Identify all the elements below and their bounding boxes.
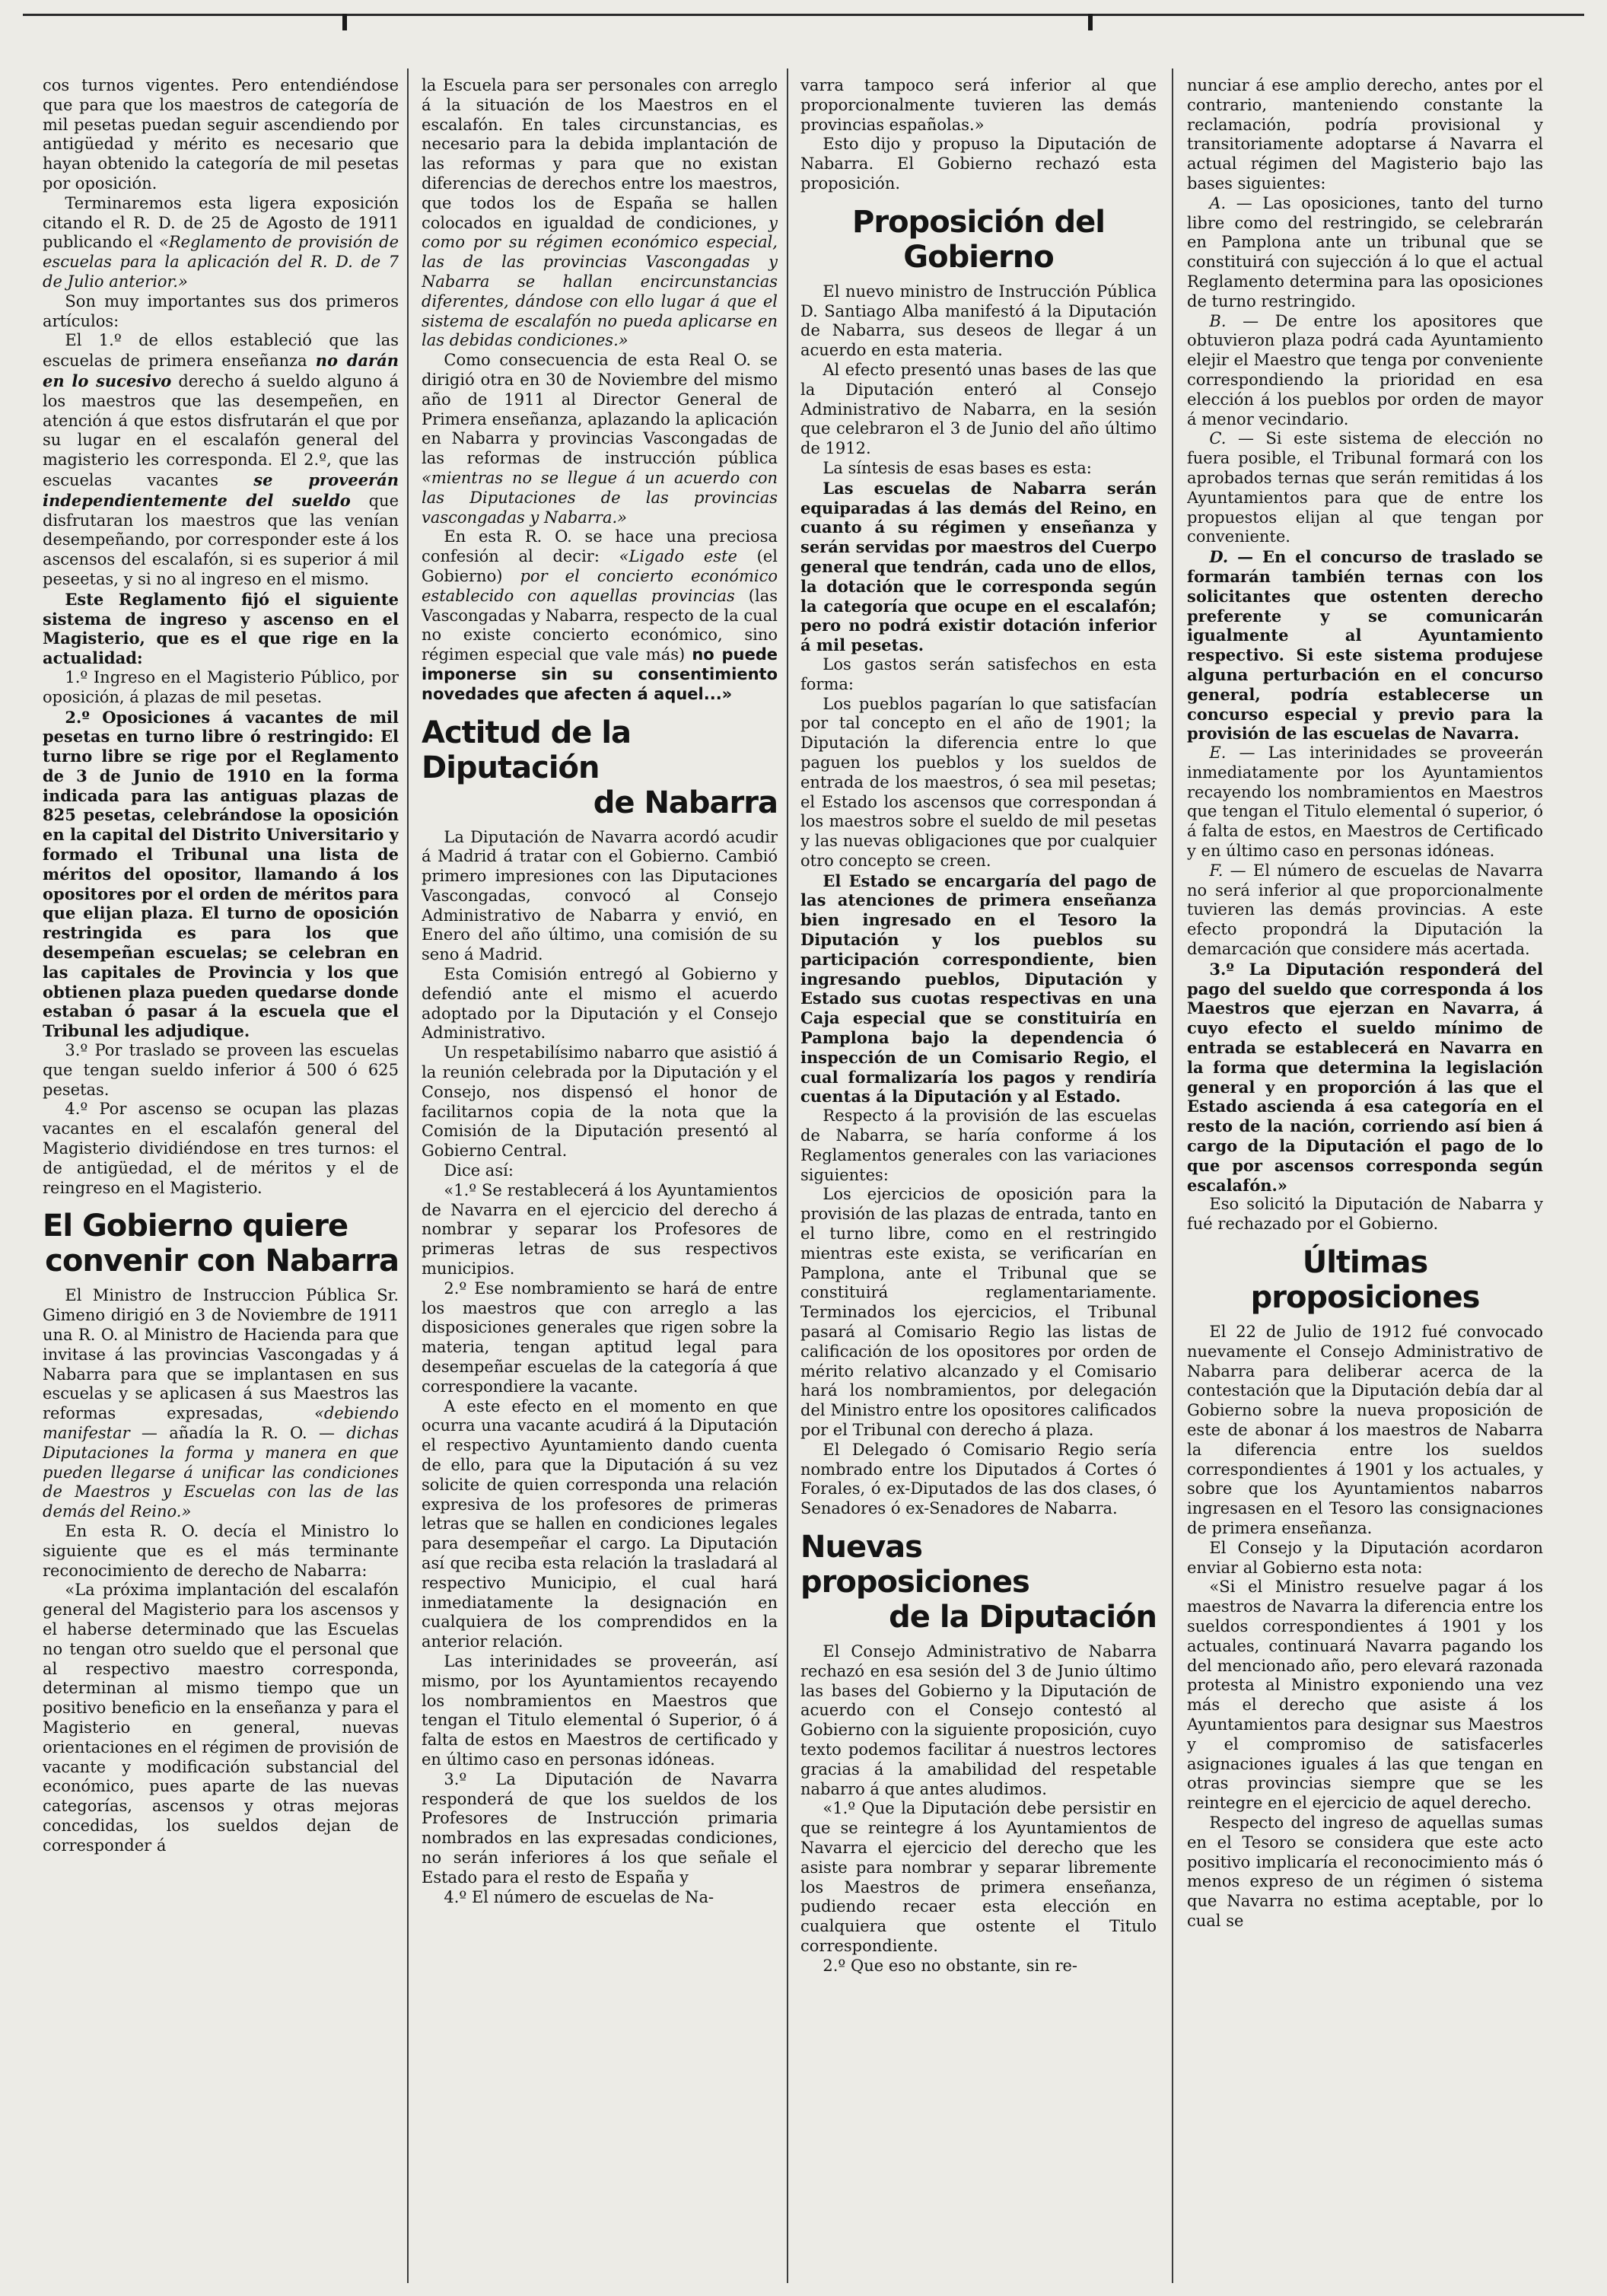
section-heading: Últimas proposiciones [1250, 1245, 1480, 1316]
text-run: (las Vascongadas y Nabarra, respecto de la cual no existe concierto económico, sino régimen especial que vale más) [422, 586, 778, 664]
italic-run: D. [1209, 547, 1229, 567]
heading-line: de Nabarra [593, 785, 778, 820]
paragraph: nunciar á ese amplio derecho, antes por el contrario, manteniendo constante la reclamación, podría provisional y transitoriamente adoptarse á Navarra el actual régimen del Magisterio bajo las bases siguientes: [1187, 76, 1543, 193]
paragraph: «1.º Que la Diputación debe persistir en que se reintegre á los Ayuntamientos de Navarra el ejercicio del derecho que les asiste para nombrar y separar libremente los Maestros de primera enseñanza, pudiendo recaer esta elección en cualquiera que ostente el Titulo correspondiente. [800, 1799, 1157, 1955]
rule-mark [342, 14, 347, 30]
paragraph: 4.º El número de escuelas de Na- [444, 1887, 714, 1906]
paragraph: «La próxima implantación del escalafón general del Magisterio para los ascensos y el haberse determinado que las Escuelas no tengan otro sueldo que el personal que al respectivo maestro corresponda, determinan al mismo tiempo que un positivo beneficio en la enseñanza y para el Magisterio en general, nuevas orientaciones en el régimen de provisión de vacante y modificación substancial del económico, pues aparte de las nuevas categorías, ascensos y otras mejoras concedidas, los sueldos dejan de corresponder á [43, 1581, 399, 1855]
paragraph: cos turnos vigentes. Pero entendiéndose que para que los maestros de categoría de mil pesetas puedan seguir ascendiendo por antigüedad y mérito es necesario que hayan obtenido la categoría de mil pesetas por oposición. [43, 76, 399, 193]
paragraph [1187, 312, 1543, 430]
paragraph: En esta R. O. decía el Ministro lo siguiente que es el más terminante reconocimiento de derecho de Nabarra: [43, 1521, 399, 1580]
italic-run: y como por su régimen económico especial, las de las provincias Vascongadas y Nabarra se hallan encircunstancias diferentes, dándose con ello lugar á que el sistema de escalafón no pueda aplicarse en las debidas condiciones.» [422, 213, 778, 350]
italic-run: B. [1209, 311, 1227, 330]
paragraph: 2.º Ese nombramiento se hará de entre los maestros que con arreglo a las disposiciones generales que rigen sobre la materia, tengan aptitud legal para desempeñar escuelas de la categoría á que correspondiere la vacante. [422, 1279, 778, 1396]
paragraph: Son muy importantes sus dos primeros artículos: [43, 291, 399, 330]
italic-run: F. [1209, 861, 1224, 880]
section-heading [422, 715, 778, 820]
text-run: — Si este sistema de elección no fuera posible, el Tribunal formará con los aprobados ternas que serán remitidas á los Ayuntamientos para que de entre los propuestos elijan al que tengan por conveniente. [1187, 429, 1543, 546]
paragraph: El Delegado ó Comisario Regio sería nombrado entre los Diputados á Cortes ó Forales, ó ex-Diputados de las dos clases, ó Senadores ó ex-Senadores de Nabarra. [800, 1440, 1157, 1518]
paragraph: Un respetabilísimo nabarro que asistió á la reunión celebrada por la Diputación y el Consejo, nos dispensó el honor de facilitarnos copia de la nota que la Comisión de la Diputación presentó al Gobierno Central. [422, 1043, 778, 1161]
paragraph: Este Reglamento fijó el siguiente sistema de ingreso y ascenso en el Magisterio, que es el que rige en la actualidad: [43, 589, 399, 668]
text-run: Terminaremos esta ligera exposición citando el R. D. de 25 de Agosto de 1911 publicando el [43, 193, 399, 252]
italic-run: C. [1209, 429, 1227, 448]
paragraph: Al efecto presentó unas bases de las que la Diputación enteró al Consejo Administrativo de Nabarra, en la sesión que celebraron el 3 de Junio del año último de 1912. [800, 360, 1157, 458]
italic-run: A. [1209, 193, 1227, 212]
paragraph: 3.º La Diputación responderá del pago del sueldo que corresponda á los Maestros que ejerzan en Navarra, á cuyo efecto el sueldo mínimo de entrada se establecerá en Navarra en la forma que determina la legislación general y en proporción á las que el Estado ascienda á esa categoría en el resto de la nación, corriendo así bien á cargo de la Diputación el pago de lo que por ascensos correspondа según escalafón.» [1187, 959, 1543, 1195]
text-run: que disfrutaran los maestros que las venían desempeñando, por corresponder este á los ascensos del escalafón, si es superior á mil peseetas, y si no al ingreso en el mismo. [43, 491, 399, 588]
column-divider [1172, 68, 1173, 2283]
paragraph [43, 194, 399, 292]
column-2 [422, 76, 778, 2279]
italic-run: no darán en lo sucesivo [43, 351, 399, 390]
text-run: — Las interinidades se proveerán inmediatamente por los Ayuntamientos recayendo los nombramientos en Maestros que tengan el Titulo elemental ó superior, ó á falta de estos, en Maestros de Certificado y en último caso en personas idóneas. [1187, 744, 1543, 861]
paragraph: El Consejo Administrativo de Nabarra rechazó en esa sesión del 3 de Junio último las bases del Gobierno y la Diputación de acuerdo con el Consejo contestó al Gobierno con la siguiente proposición, cuyo texto podemos facilitar á nuestros lectores gracias á la amabilidad del respetable nabarro á que antes aludimos. [800, 1642, 1157, 1798]
paragraph: Las escuelas de Nabarra serán equiparadas á las demás del Reino, en cuanto á su régimen y enseñanza y serán servidas por maestros del Cuerpo general que tendrán, cada uno de ellos, la dotación que le corresponda según la categoría que ocupe en el escalafón; pero no podrá existir dotación inferior á mil pesetas. [800, 478, 1157, 655]
paragraph: 4.º Por ascenso se ocupan las plazas vacantes en el escalafón general del Magisterio dividiéndose en tres turnos: el de antigüedad, el de méritos y el de reingreso en el Magisterio. [43, 1100, 399, 1197]
paragraph: Las interinidades se proveerán, así mismo, por los Ayuntamientos recayendo los nombramientos en Maestros que tengan el Titulo elemental ó Superior, ó á falta de estos en Maestros de certificado y en último caso en personas idóneas. [422, 1651, 778, 1769]
heading-line: convenir con Nabarra [45, 1244, 399, 1279]
text-run: — añadía la R. O. — [129, 1424, 347, 1442]
paragraph: Eso solicitó la Diputación de Nabarra y fué rechazado por el Gobierno. [1187, 1195, 1543, 1234]
paragraph: 2.º Que eso no obstante, sin re- [823, 1956, 1078, 1975]
paragraph [1187, 547, 1543, 744]
paragraph [1187, 861, 1543, 960]
paragraph: «1.º Se restablecerá á los Ayuntamientos de Navarra en el ejercicio del derecho á nombrar y separar los Profesores de primeras letras de sus respectivos municipios. [422, 1180, 778, 1279]
paragraph: La Diputación de Navarra acordó acudir á Madrid á tratar con el Gobierno. Cambió primero impresiones con las Diputaciones Vascongadas, convocó al Consejo Administrativo de Nabarra y envió, en Enero del año último, una comisión de su seno á Madrid. [422, 827, 778, 964]
text-run: Como consecuencia de esta Real O. se dirigió otra en 30 de Noviembre del mismo año de 1911 al Director General de Primera enseñanza, aplazando la aplicación en Nabarra y provincias Vascongadas de las reformas de instrucción pública [422, 351, 778, 468]
italic-run: «mientras no se llegue á un acuerdo con las Diputaciones de las provincias vascongadas y Nabarra.» [422, 468, 778, 527]
italic-run: dichas Diputaciones la forma y manera en que pueden llegarse á unificar las condiciones de Maestros y Escuelas con las de las demás del Reino.» [43, 1424, 399, 1521]
text-run: — De entre los apositores que obtuvieron plaza podrá cada Ayuntamiento elejir el Maestro que tenga por conveniente correspondiendo la prioridad en esa elección á los pueblos por orden de mayor á menor vecindario. [1187, 311, 1543, 428]
text-run: — El número de escuelas de Navarra no será inferior al que proporcionalmente tuvieren las demás provincias. A este efecto propondrá la Diputación la demarcación que considere más acertada. [1187, 861, 1543, 959]
paragraph: El Consejo y la Diputación acordaron enviar al Gobierno esta nota: [1187, 1538, 1543, 1577]
paragraph: 3.º Por traslado se proveen las escuelas que tengan sueldo inferior á 500 ó 625 pesetas. [43, 1041, 399, 1099]
paragraph [422, 527, 778, 704]
paragraph [1187, 429, 1543, 547]
paragraph: Respecto del ingreso de aquellas sumas en el Tesoro se considera que este acto positivo implicaría el reconocimiento más ó menos expreso de un régimen ó sistema que Navarra no estima aceptable, por lo cual se [1187, 1813, 1543, 1930]
paragraph [1187, 194, 1543, 312]
column-divider [787, 68, 788, 2283]
italic-run: por el concierto económico establecido con aquellas provincias [422, 566, 778, 605]
paragraph: Esta Comisión entregó al Gobierno y defendió ante el mismo el acuerdo adoptado por la Diputación y el Consejo Administrativo. [422, 965, 778, 1043]
italic-run: E. [1209, 744, 1227, 763]
paragraph: La síntesis de esas bases es esta: [823, 458, 1092, 477]
paragraph [422, 351, 778, 527]
paragraph: «Si el Ministro resuelve pagar á los maestros de Navarra la diferencia entre los sueldos correspondientes á 1901 y los actuales, continuará Navarra pagando los del mencionado año, pero elevará razonada protesta al Ministro exponiendo una vez más el derecho que asiste á los Ayuntamientos para designar sus Maestros y el compromiso de satisfacerles asignaciones iguales á las que tengan en otras provincias siempre que se les reintegre en el ejercicio de aquel derecho. [1187, 1578, 1543, 1813]
italic-run: se proveerán independientemente del sueldo [43, 470, 399, 510]
section-heading [43, 1209, 399, 1279]
paragraph: 2.º Oposiciones á vacantes de mil pesetas en turno libre ó restringido: El turno libre se rige por el Reglamento de 3 de Junio de 1910 en la forma indicada para las antiguas plazas de 825 pesetas, celebrándose la oposición en la capital del Distrito Universitario y formado el Tribunal una lista de méritos del opositor, llamando á los opositores por el orden de méritos para que elijan plaza. El turno de oposición restringida es para los que desempeñan escuelas; se celebran en las capitales de Provincia y los que obtienen plaza pueden quedarse donde estaban ó pasar á la escuela que el Tribunal les adjudique. [43, 707, 399, 1041]
paragraph: 3.º La Diputación de Navarra responderá de que los sueldos de los Profesores de Instrucción primaria nombrados en las expresadas condiciones, no serán inferiores á los que señale el Estado para el resto de España y [422, 1769, 778, 1887]
section-heading: Proposición del Gobierno [852, 204, 1105, 275]
bold-run: no puede imponerse sin su consentimiento novedades que afecten á aquel...» [422, 645, 778, 703]
heading-line: Actitud de la Diputación [422, 715, 632, 785]
text-run: la Escuela para ser personales con arreglo á la situación de los Maestros en el escalafón. En tales circunstancias, es necesario para la debida implantación de las reformas y para que no existan diferencias de derechos entre los maestros, que todos los de España se hallen colocados en igualdad de condiciones, [422, 76, 778, 232]
top-border-rule [23, 14, 1584, 16]
paragraph: El nuevo ministro de Instrucción Pública D. Santiago Alba manifestó á la Diputación de Nabarra, sus deseos de llegar á un acuerdo en esta materia. [800, 282, 1157, 360]
paragraph [43, 1286, 399, 1522]
paragraph: varra tampoco será inferior al que proporcionalmente tuvieren las demás provincias españolas.» [800, 76, 1157, 134]
heading-line: Nuevas proposiciones [800, 1529, 1029, 1600]
italic-run: «Reglamento de provisión de escuelas para la aplicación del R. D. de 7 de Julio anterior.» [43, 233, 399, 291]
paragraph: Los ejercicios de oposición para la provisión de las plazas de entrada, tanto en el turno libre, como en el restringido mientras este exista, se verificarían en Pamplona, ante el Tribunal que se constituirá reglamentariamente. Terminados los ejercicios, el Tribunal pasará al Comisario Regio las listas de calificación de los opositores por orden de mérito relativo alcanzado y el Comisario hará los nombramientos, por delegación del Ministro entre los opositores calificados por el Tribunal con derecho á plaza. [800, 1185, 1157, 1439]
paragraph: Los gastos serán satisfechos en esta forma: [800, 654, 1157, 693]
paragraph: Esto dijo y propuso la Diputación de Nabarra. El Gobierno rechazó esta proposición. [800, 135, 1157, 193]
text-run: derecho á sueldo alguno á los maestros que las desempeñen, en atención á que estos disfrutarán el que por su lugar en el escalafón general del magisterio les corresponda. El 2.º, que las escuelas vacantes [43, 371, 399, 489]
paragraph: El 22 de Julio de 1912 fué convocado nuevamente el Consejo Administrativo de Nabarra para deliberar acerca de la contestación que la Diputación debía dar al Gobierno sobre la nueva proposición de este de abonar á los maestros de Nabarra la diferencia entre los sueldos correspondientes á 1901 y los actuales, y sobre que los Ayuntamientos nabarros ingresasen en el Tesoro las consignaciones de primera enseñanza. [1187, 1323, 1543, 1537]
paragraph: El Estado se encargaría del pago de las atenciones de primera enseñanza bien ingresado en el Tesoro la Diputación y los pueblos su participación correspondiente, bien ingresando pueblos, Diputación y Estado sus cuotas respectivas en una Caja especial que se constituiría en Pamplona bajo la dependencia ó inspección de un Comisario Regio, el cual formalizaría los pagos y rendiría cuentas á la Diputación y al Estado. [800, 871, 1157, 1107]
heading-line: de la Diputación [889, 1599, 1157, 1635]
paragraph: Dice así: [444, 1161, 514, 1180]
text-run: — Las oposiciones, tanto del turno libre como del restringido, se celebrarán en Pamplona ante un tribunal que se constituirá con sujección á lo que el actual Reglamento determina para las oposiciones de turno restringido. [1187, 193, 1543, 310]
paragraph: Los pueblos pagarían lo que satisfacían por tal concepto en el año de 1901; la Diputación la diferencia entre lo que paguen los pueblos y los sueldos de entrada de los maestros, ó sea mil pesetas; el Estado los ascensos que correspondan á los maestros sobre el sueldo de mil pesetas y las nuevas obligaciones que por cualquier otro concepto se creen. [800, 694, 1157, 870]
text-run: — En el concurso de traslado se formarán también ternas con los solicitantes que ostenten derecho preferente y se comunicarán igualmente al Ayuntamiento respectivo. Si este sistema produjese alguna perturbación en el concurso general, podría establecerse un concurso especial y previo para la provisión de las escuelas de Navarra. [1187, 547, 1543, 744]
italic-run: «debiendo manifestar [43, 1404, 399, 1442]
paragraph: A este efecto en el momento en que ocurra una vacante acudirá á la Diputación el respectivo Ayuntamiento dando cuenta de ello, para que la Diputación á su vez solicite de quien corresponda una relación expresiva de los profesores de primeras letras que se hallen en condiciones legales para desempeñar el cargo. La Diputación así que reciba esta relación la trasladará al respectivo Municipio, el cual hará inmediatamente la designación en cualquiera de los comprendidos en la anterior relación. [422, 1396, 778, 1651]
column-divider [407, 68, 409, 2283]
italic-run: «Ligado este [619, 547, 737, 566]
rule-mark [1088, 14, 1093, 30]
text-run: El 1.º de ellos estableció que las escuelas de primera enseñanza [43, 331, 399, 371]
section-heading [800, 1530, 1157, 1635]
column-1 [43, 76, 399, 2279]
text-run: (el Gobierno) [422, 547, 778, 585]
paragraph [422, 76, 778, 351]
paragraph [43, 331, 399, 589]
paragraph [1187, 744, 1543, 861]
text-run: En esta R. O. se hace una preciosa confesión al decir: [422, 527, 778, 566]
column-3 [800, 76, 1157, 2279]
text-run: El Ministro de Instruccion Pública Sr. Gimeno dirigió en 3 de Noviembre de 1911 una R. O. al Ministro de Hacienda para que invitase á las provincias Vascongadas y á Nabarra para que se implantasen en sus escuelas y se aplicasen á sus Maestros las reformas expresadas, [43, 1286, 399, 1423]
paragraph: 1.º Ingreso en el Magisterio Público, por oposición, á plazas de mil pesetas. [43, 667, 399, 706]
heading-line: El Gobierno quiere [43, 1209, 348, 1244]
column-4 [1187, 76, 1543, 2279]
paragraph: Respecto á la provisión de las escuelas de Nabarra, se haría conforme á los Reglamentos generales con las variaciones siguientes: [800, 1107, 1157, 1184]
